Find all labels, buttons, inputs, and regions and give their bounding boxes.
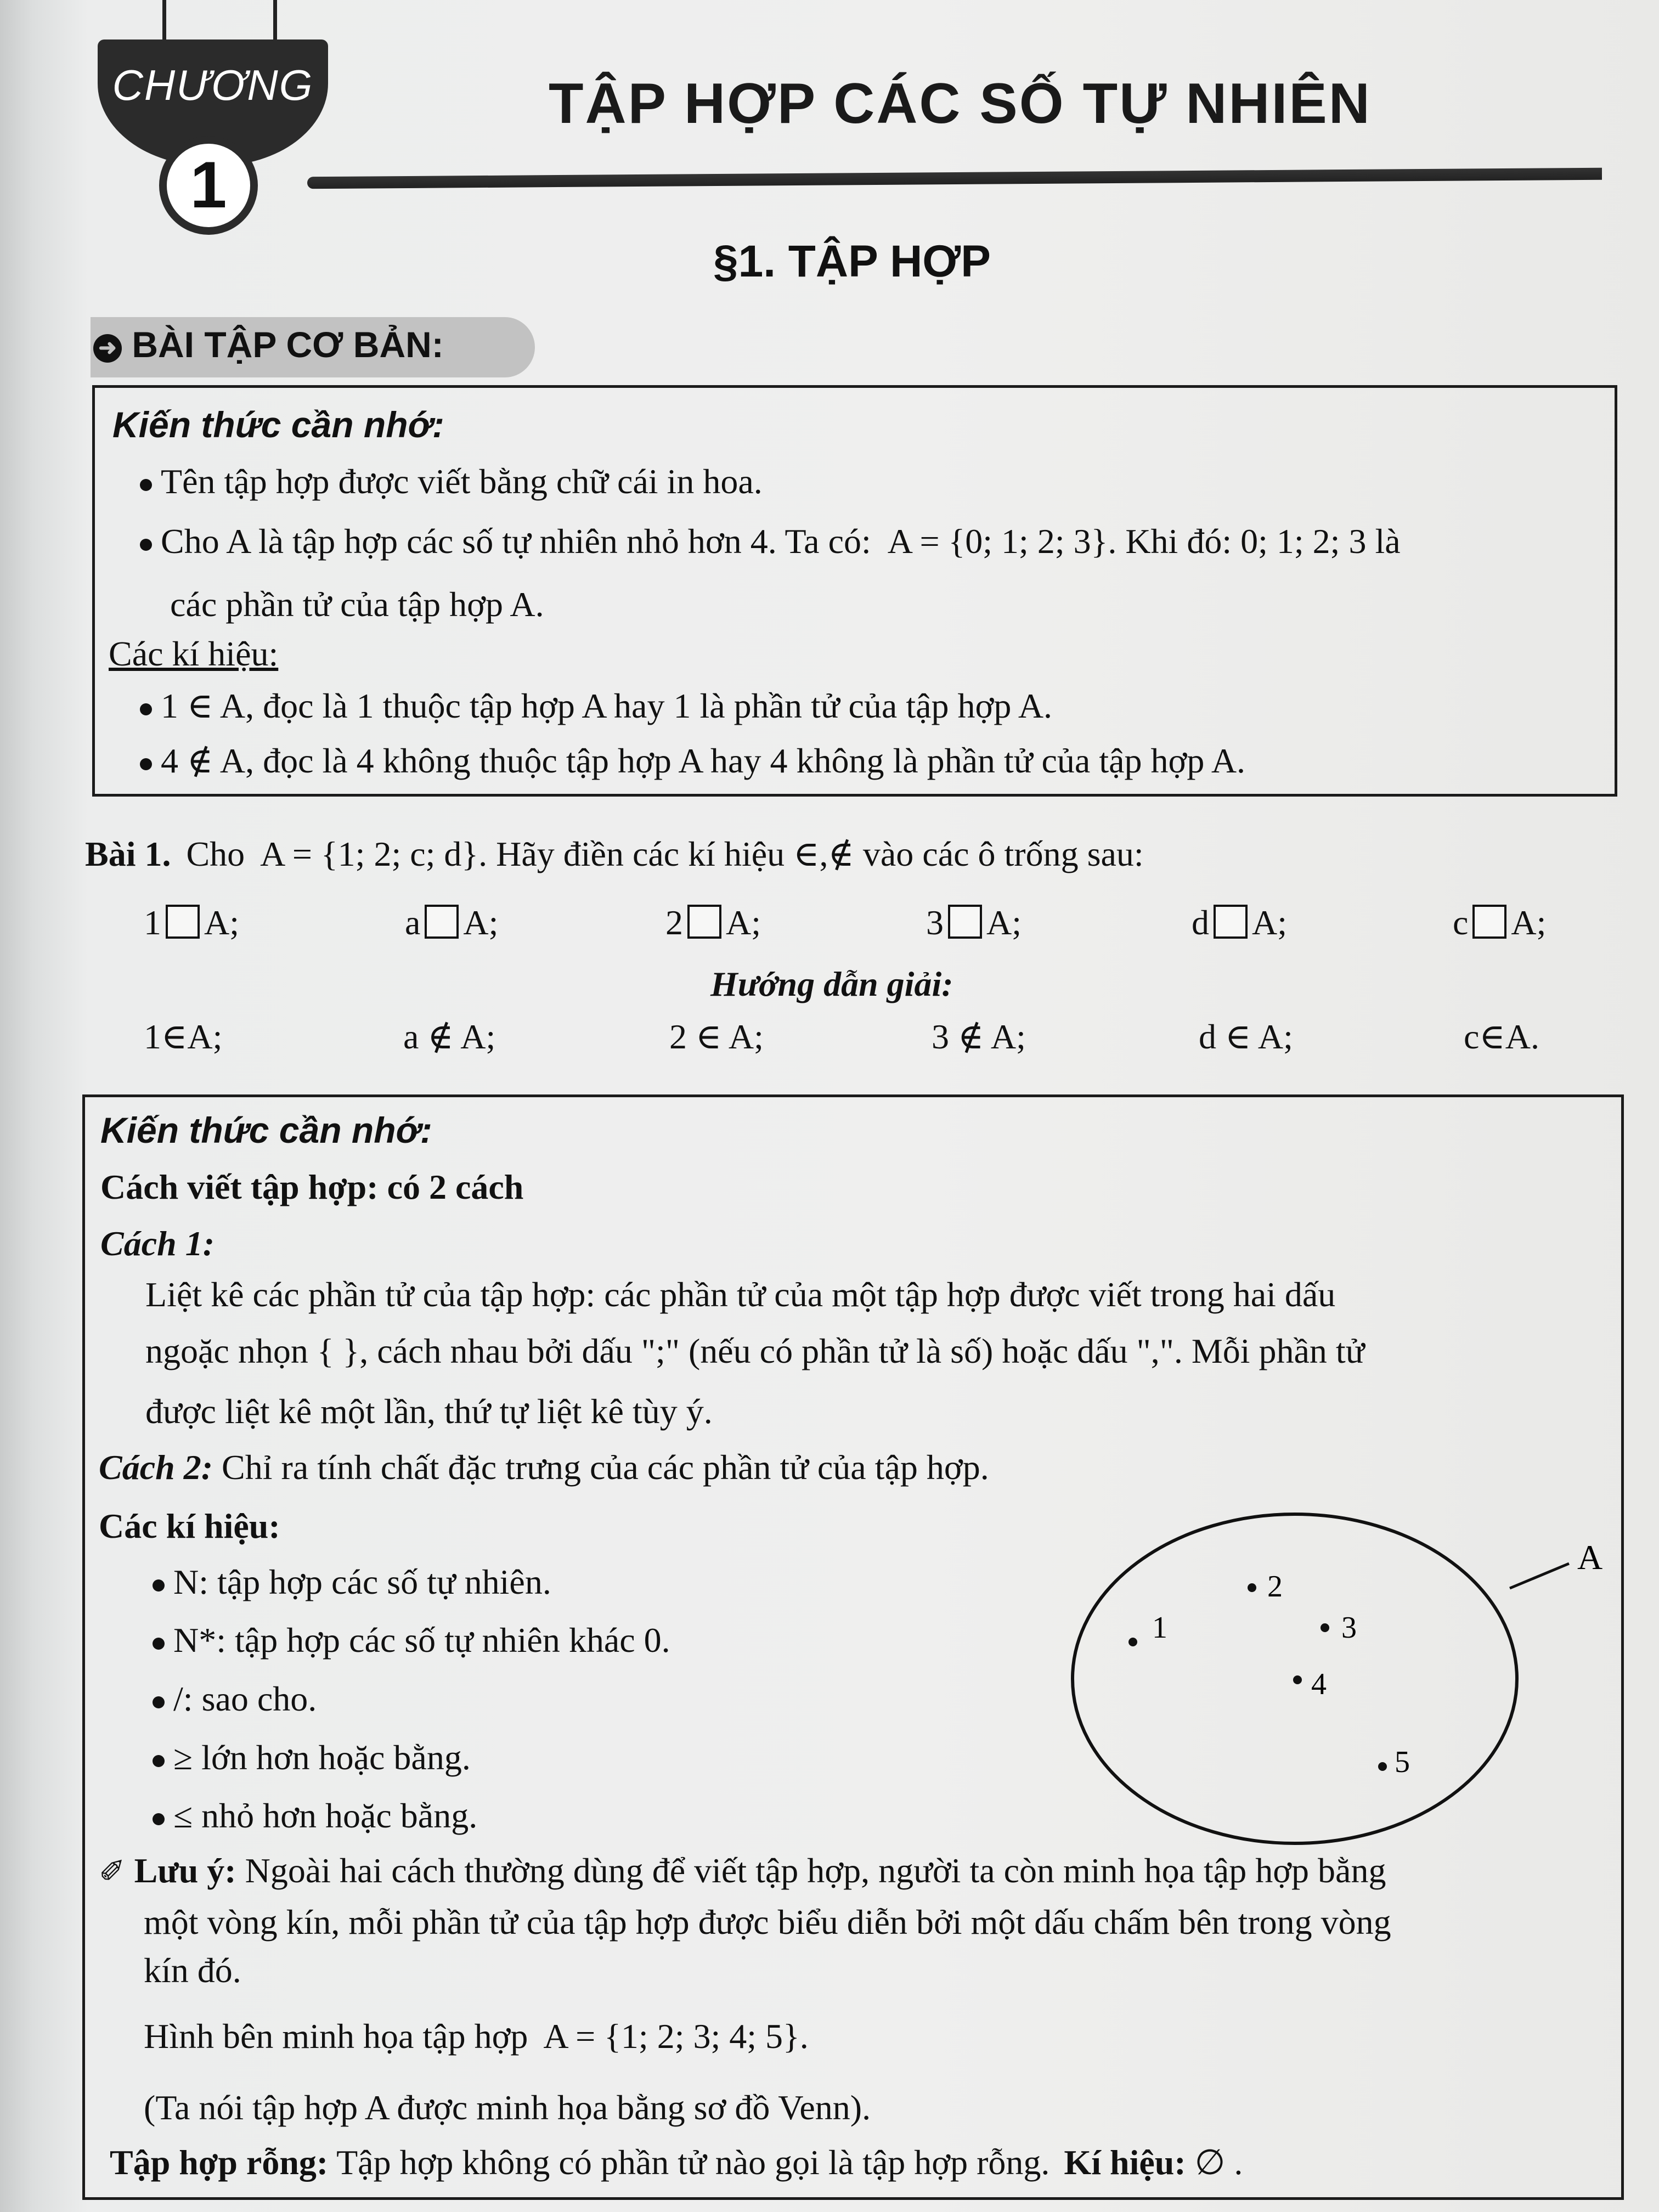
venn-label-2: 2 — [1267, 1570, 1283, 1604]
way1-line-1: Liệt kê các phần tử của tập hợp: các phần tử của một tập hợp được viết trong hai dấu — [145, 1275, 1336, 1314]
box1-symbol-2 — [140, 738, 1245, 783]
venn-caption — [144, 2013, 809, 2059]
symbol-item — [153, 1676, 317, 1722]
blank-item — [405, 900, 498, 945]
box1-bullet-2-cont: các phần tử của tập hợp A. — [170, 585, 544, 624]
section-title: §1. TẬP HỢP — [713, 236, 991, 286]
symbol-text: ≤ nhỏ hơn hoặc bằng. — [173, 1796, 478, 1835]
symbol-text: /: sao cho. — [173, 1679, 317, 1718]
formula: 1 ∈ A — [161, 686, 246, 725]
formula: 4 ∉ A — [161, 741, 246, 780]
venn-label-4: 4 — [1311, 1667, 1327, 1701]
box1-bullet-2 — [140, 518, 1401, 564]
chapter-number: 1 — [159, 136, 258, 235]
box1-symbols-heading: Các kí hiệu: — [109, 634, 279, 673]
box2-heading: Kiến thức cần nhớ: — [100, 1110, 432, 1150]
symbol-item — [153, 1735, 471, 1780]
blank-item — [144, 900, 239, 945]
blank-left: 1 — [144, 903, 161, 942]
way2 — [99, 1444, 989, 1490]
chapter-title: TẬP HỢP CÁC SỐ TỰ NHIÊN — [549, 72, 1372, 136]
note-label: Lưu ý: — [134, 1851, 236, 1890]
empty-symbol-label: Kí hiệu: — [1064, 2143, 1186, 2182]
box1-heading: Kiến thức cần nhớ: — [112, 404, 444, 445]
empty-set-symbol: ∅ . — [1194, 2143, 1243, 2182]
symbol-text: N*: tập hợp các số tự nhiên khác 0. — [173, 1621, 670, 1660]
box2-symbols-heading: Các kí hiệu: — [99, 1506, 280, 1545]
bullet-icon — [153, 1579, 165, 1592]
empty-set-label: Tập hợp rỗng: — [110, 2143, 329, 2182]
blank-left: c — [1453, 903, 1469, 942]
blank-item — [1192, 900, 1287, 945]
blank-box[interactable] — [425, 905, 459, 939]
venn-point-4 — [1293, 1675, 1302, 1684]
way1-label: Cách 1: — [100, 1224, 215, 1263]
blank-item — [1453, 900, 1546, 945]
box2-ways-heading: Cách viết tập hợp: có 2 cách — [100, 1167, 524, 1206]
bullet-text: Cho A là tập hợp các số tự nhiên nhỏ hơn 4. Ta có: — [161, 522, 871, 561]
blank-right: A; — [1511, 903, 1547, 942]
venn-point-2 — [1248, 1583, 1256, 1592]
venn-label-3: 3 — [1341, 1611, 1357, 1645]
blank-right: A; — [1252, 903, 1287, 942]
blank-right: A; — [726, 903, 761, 942]
blank-item — [926, 900, 1022, 945]
box1-bullet-1 — [140, 459, 763, 504]
venn-label-1: 1 — [1152, 1611, 1167, 1645]
blank-box[interactable] — [1472, 905, 1506, 939]
blank-box[interactable] — [1214, 905, 1248, 939]
symbol-text: N: tập hợp các số tự nhiên. — [173, 1562, 551, 1601]
venn-label-pointer — [1510, 1564, 1569, 1588]
blank-right: A; — [204, 903, 239, 942]
venn-set-label: A — [1577, 1538, 1603, 1577]
chapter-label: CHƯƠNG — [112, 61, 314, 109]
bullet-icon — [140, 539, 152, 551]
answer-item: d ∈ A; — [1199, 1017, 1293, 1056]
box1-symbol-1 — [140, 683, 1052, 729]
bullet-text: Tên tập hợp được viết bằng chữ cái in hoa. — [161, 462, 763, 501]
bullet-text: , đọc là 1 thuộc tập hợp A hay 1 là phần tử của tập hợp A. — [245, 686, 1053, 725]
blank-left: 2 — [665, 903, 683, 942]
answer-item: 2 ∈ A; — [669, 1017, 764, 1056]
chapter-badge — [98, 27, 328, 222]
blank-left: a — [405, 903, 421, 942]
answer-item: c∈A. — [1464, 1017, 1539, 1056]
venn-point-1 — [1128, 1638, 1137, 1646]
venn-caption-text: . — [799, 2017, 809, 2056]
answer-item: 1∈A; — [144, 1017, 223, 1056]
prompt-text: Cho — [186, 834, 245, 873]
bullet-icon — [140, 703, 152, 715]
symbol-item — [153, 1793, 477, 1838]
bullet-text: . Khi đó: 0; 1; 2; 3 là — [1108, 522, 1401, 561]
venn-diagram — [1053, 1503, 1624, 1865]
bullet-icon — [153, 1755, 165, 1767]
symbol-item — [153, 1559, 551, 1605]
venn-label-5: 5 — [1395, 1745, 1410, 1779]
blank-left: d — [1192, 903, 1209, 942]
bullet-icon — [140, 479, 152, 491]
way1-line-2: ngoặc nhọn { }, cách nhau bởi dấu ";" (nếu có phần tử là số) hoặc dấu ",". Mỗi phần tử — [145, 1331, 1365, 1370]
subheading-text: BÀI TẬP CƠ BẢN: — [132, 324, 444, 365]
blank-right: A; — [986, 903, 1022, 942]
exercise-label: Bài 1. — [85, 834, 171, 873]
blank-item — [665, 900, 761, 945]
blank-box[interactable] — [687, 905, 721, 939]
bullet-icon — [153, 1638, 165, 1650]
venn-caption-text: Hình bên minh họa tập hợp — [144, 2017, 528, 2056]
bullet-icon — [153, 1696, 165, 1708]
answer-item: 3 ∉ A; — [932, 1017, 1026, 1056]
venn-point-3 — [1321, 1623, 1329, 1632]
badge-hanger-right — [273, 0, 277, 41]
note-line-1 — [99, 1848, 1386, 1893]
bullet-icon — [153, 1813, 165, 1825]
solution-heading: Hướng dẫn giải: — [710, 964, 953, 1003]
venn-note: (Ta nói tập hợp A được minh họa bằng sơ đồ Venn). — [144, 2088, 871, 2127]
note-line-2: một vòng kín, mỗi phần tử của tập hợp được biểu diễn bởi một dấu chấm bên trong vòng — [144, 1903, 1391, 1942]
way2-text: Chỉ ra tính chất đặc trưng của các phần tử của tập hợp. — [213, 1448, 989, 1487]
blank-box[interactable] — [166, 905, 200, 939]
chapter-title-rule — [307, 168, 1602, 189]
blank-left: 3 — [926, 903, 944, 942]
way2-label: Cách 2: — [99, 1448, 213, 1487]
exercise-1-prompt — [85, 831, 1144, 877]
empty-set-text: Tập hợp không có phần tử nào gọi là tập hợp rỗng. — [328, 2143, 1050, 2182]
note-line-3: kín đó. — [144, 1951, 241, 1990]
formula: A = {1; 2; 3; 4; 5} — [543, 2017, 800, 2056]
bullet-icon — [140, 758, 152, 770]
empty-set-definition — [110, 2140, 1243, 2185]
symbol-text: ≥ lớn hơn hoặc bằng. — [173, 1738, 471, 1777]
arrow-circle-icon: ➜ — [93, 334, 122, 363]
way1-line-3: được liệt kê một lần, thứ tự liệt kê tùy ý. — [145, 1392, 713, 1431]
formula: A = {0; 1; 2; 3} — [887, 522, 1108, 561]
blank-box[interactable] — [948, 905, 982, 939]
bullet-text: , đọc là 4 không thuộc tập hợp A hay 4 không là phần tử của tập hợp A. — [245, 741, 1246, 780]
answer-item: a ∉ A; — [403, 1017, 496, 1056]
badge-hanger-left — [162, 0, 166, 41]
symbol-item — [153, 1617, 670, 1663]
formula: A = {1; 2; c; d} — [260, 834, 479, 873]
venn-point-5 — [1378, 1762, 1387, 1771]
subheading — [93, 324, 444, 365]
pencil-icon: ✐ — [99, 1854, 126, 1889]
note-text: Ngoài hai cách thường dùng để viết tập hợp, người ta còn minh họa tập hợp bằng — [236, 1851, 1386, 1890]
blank-right: A; — [463, 903, 499, 942]
prompt-text: . Hãy điền các kí hiệu ∈,∉ vào các ô trống sau: — [478, 834, 1144, 873]
